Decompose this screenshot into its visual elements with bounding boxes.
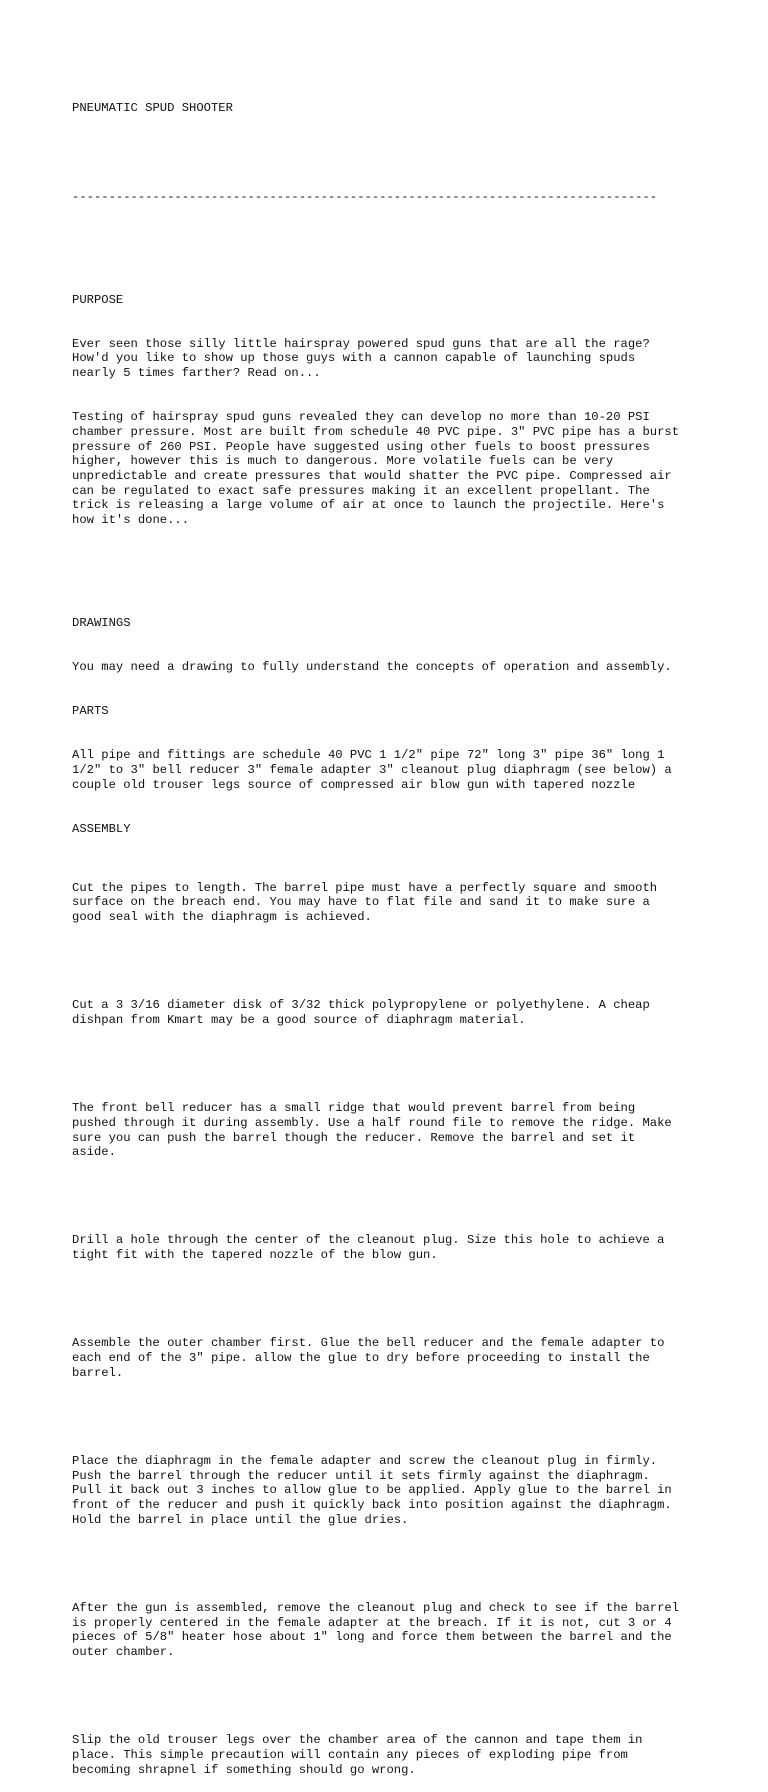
spacer <box>72 1410 732 1425</box>
assembly-step: Cut the pipes to length. The barrel pipe must have a perfectly square and smooth surface on the breach end. You may have to flat file and sand it to make sure a good seal with the diaphragm is achieved. <box>72 880 658 925</box>
assembly-step: Cut a 3 3/16 diameter disk of 3/32 thick polypropylene or polyethylene. A cheap dishpan from Kmart may be a good source of diaphragm material. <box>72 998 650 1027</box>
spacer <box>72 1689 732 1704</box>
drawings-heading: DRAWINGS <box>72 615 131 630</box>
spacer <box>72 1557 732 1572</box>
parts-heading: PARTS <box>72 704 109 719</box>
assembly-step: Slip the old trouser legs over the chamber area of the cannon and tape them in place. This simple precaution will contain any pieces of exploding pipe from becoming shrapnel if something should go wrong. <box>72 1733 643 1777</box>
purpose-heading: PURPOSE <box>72 292 124 307</box>
purpose-paragraph-1: Ever seen those silly little hairspray powered spud guns that are all the rage? How'd you like to show up those guys with a cannon capable of launching spuds nearly 5 times farther? Read on... <box>72 336 650 381</box>
assembly-step: The front bell reducer has a small ridge that would prevent barrel from being pushed through it during assembly. Use a half round file to remove the ridge. Make sure you can push the barrel though the reducer. Remove the barrel and set it aside. <box>72 1101 672 1160</box>
spacer <box>72 1292 732 1307</box>
purpose-paragraph-2: Testing of hairspray spud guns revealed they can develop no more than 10-20 PSI chamber pressure. Most are built from schedule 40 PVC pipe. 3" PVC pipe has a burst pressure of 260 PSI. People have suggested using other fuels to boost pressures higher, however this is much to dangerous. More volatile fuels can be very unpredictable and create pressures that would shatter the PVC pipe. Compressed air can be regulated to exact safe pressures making it an excellent propellant. The trick is releasing a large volume of air at once to launch the projectile. Here's how it's done... <box>72 410 680 528</box>
spacer <box>72 146 732 161</box>
assembly-step: Place the diaphragm in the female adapter and screw the cleanout plug in firmly. Push the barrel through the reducer until it sets firmly against the diaphragm. Pull it back out 3 inches to allow glue to be applied. Apply glue to the barrel in front of the reducer and push it quickly back into position against the diaphragm. Hold the barrel in place until the glue dries. <box>72 1453 672 1527</box>
parts-paragraph: All pipe and fittings are schedule 40 PVC 1 1/2" pipe 72" long 3" pipe 36" long 1 1/2" to 3" bell reducer 3" female adapter 3" cleanout plug diaphragm (see below) a couple old trouser legs source of compressed air blow gun with tapered nozzle <box>72 748 672 792</box>
assembly-step: Drill a hole through the center of the cleanout plug. Size this hole to achieve a tight fit with the tapered nozzle of the blow gun. <box>72 1233 665 1263</box>
spacer <box>72 954 732 969</box>
document-page <box>72 72 732 1792</box>
horizontal-rule: -------------------------------------------------------------------------------- <box>72 189 658 204</box>
drawings-paragraph: You may need a drawing to fully understand the concepts of operation and assembly. <box>72 660 672 675</box>
document-title: PNEUMATIC SPUD SHOOTER <box>72 101 233 116</box>
assembly-heading: ASSEMBLY <box>72 821 131 836</box>
spacer <box>72 557 732 572</box>
assembly-step: Assemble the outer chamber first. Glue the bell reducer and the female adapter to each end of the 3" pipe. allow the glue to dry before proceeding to install the barrel. <box>72 1336 665 1380</box>
assembly-step: After the gun is assembled, remove the cleanout plug and check to see if the barrel is properly centered in the female adapter at the breach. If it is not, cut 3 or 4 pieces of 5/8" heater hose about 1" long and force them between the barrel and the outer chamber. <box>72 1600 680 1660</box>
spacer <box>72 1057 732 1072</box>
spacer <box>72 234 732 249</box>
spacer <box>72 1189 732 1204</box>
